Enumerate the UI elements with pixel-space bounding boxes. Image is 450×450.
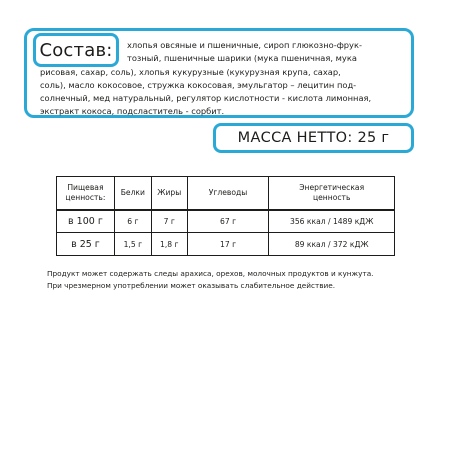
- composition-line: соль), масло кокосовое, стружка кокосовая, эмульгатор – лецитин под-: [40, 79, 357, 90]
- nutrition-header-energy: [269, 177, 395, 210]
- nutrition-header-row: [57, 177, 395, 210]
- cell-fat: 7 г: [151, 210, 187, 233]
- composition-line: тозный, пшеничные шарики (мука пшеничная, мука: [127, 53, 357, 64]
- cell-energy: 356 ккал / 1489 кДЖ: [269, 210, 395, 233]
- nutrition-header-protein: Белки: [114, 177, 151, 210]
- cell-energy: 89 ккал / 372 кДЖ: [269, 233, 395, 256]
- composition-title: Состав:: [39, 39, 113, 61]
- net-weight-label: МАССА НЕТТО: 25 г: [237, 130, 390, 146]
- row-label: в 100 г: [57, 210, 115, 233]
- header-label-line2: ценность:: [65, 192, 106, 202]
- row-label: в 25 г: [57, 233, 115, 256]
- nutrition-table: [56, 176, 395, 256]
- composition-line: экстракт кокоса, подсластитель - сорбит.: [40, 106, 225, 117]
- nutrition-header-fat: Жиры: [151, 177, 187, 210]
- composition-line: солнечный, мед натуральный, регулятор кислотности - кислота лимонная,: [40, 93, 372, 104]
- net-weight-box: [213, 123, 414, 153]
- cell-protein: 1,5 г: [114, 233, 151, 256]
- composition-title-box: [33, 33, 119, 67]
- nutrition-row-25g: [57, 233, 395, 256]
- composition-line: рисовая, сахар, соль), хлопья кукурузные (кукурузная крупа, сахар,: [40, 66, 341, 77]
- footnote-line2: При чрезмерном употреблении может оказывать слабительное действие.: [47, 281, 336, 290]
- cell-fat: 1,8 г: [151, 233, 187, 256]
- composition-line: хлопья овсяные и пшеничные, сироп глюкозно-фрук-: [127, 40, 362, 50]
- cell-protein: 6 г: [114, 210, 151, 233]
- header-energy-line2: ценность: [312, 192, 351, 202]
- nutrition-header-label: [57, 177, 115, 210]
- header-energy-line1: Энергетическая: [299, 183, 365, 193]
- nutrition-row-100g: [57, 210, 395, 233]
- header-label-line1: Пищевая: [67, 183, 104, 193]
- cell-carbs: 67 г: [187, 210, 269, 233]
- allergen-footnote: [47, 268, 427, 292]
- cell-carbs: 17 г: [187, 233, 269, 256]
- nutrition-header-carbs: Углеводы: [187, 177, 269, 210]
- footnote-line1: Продукт может содержать следы арахиса, орехов, молочных продуктов и кунжута.: [47, 269, 374, 278]
